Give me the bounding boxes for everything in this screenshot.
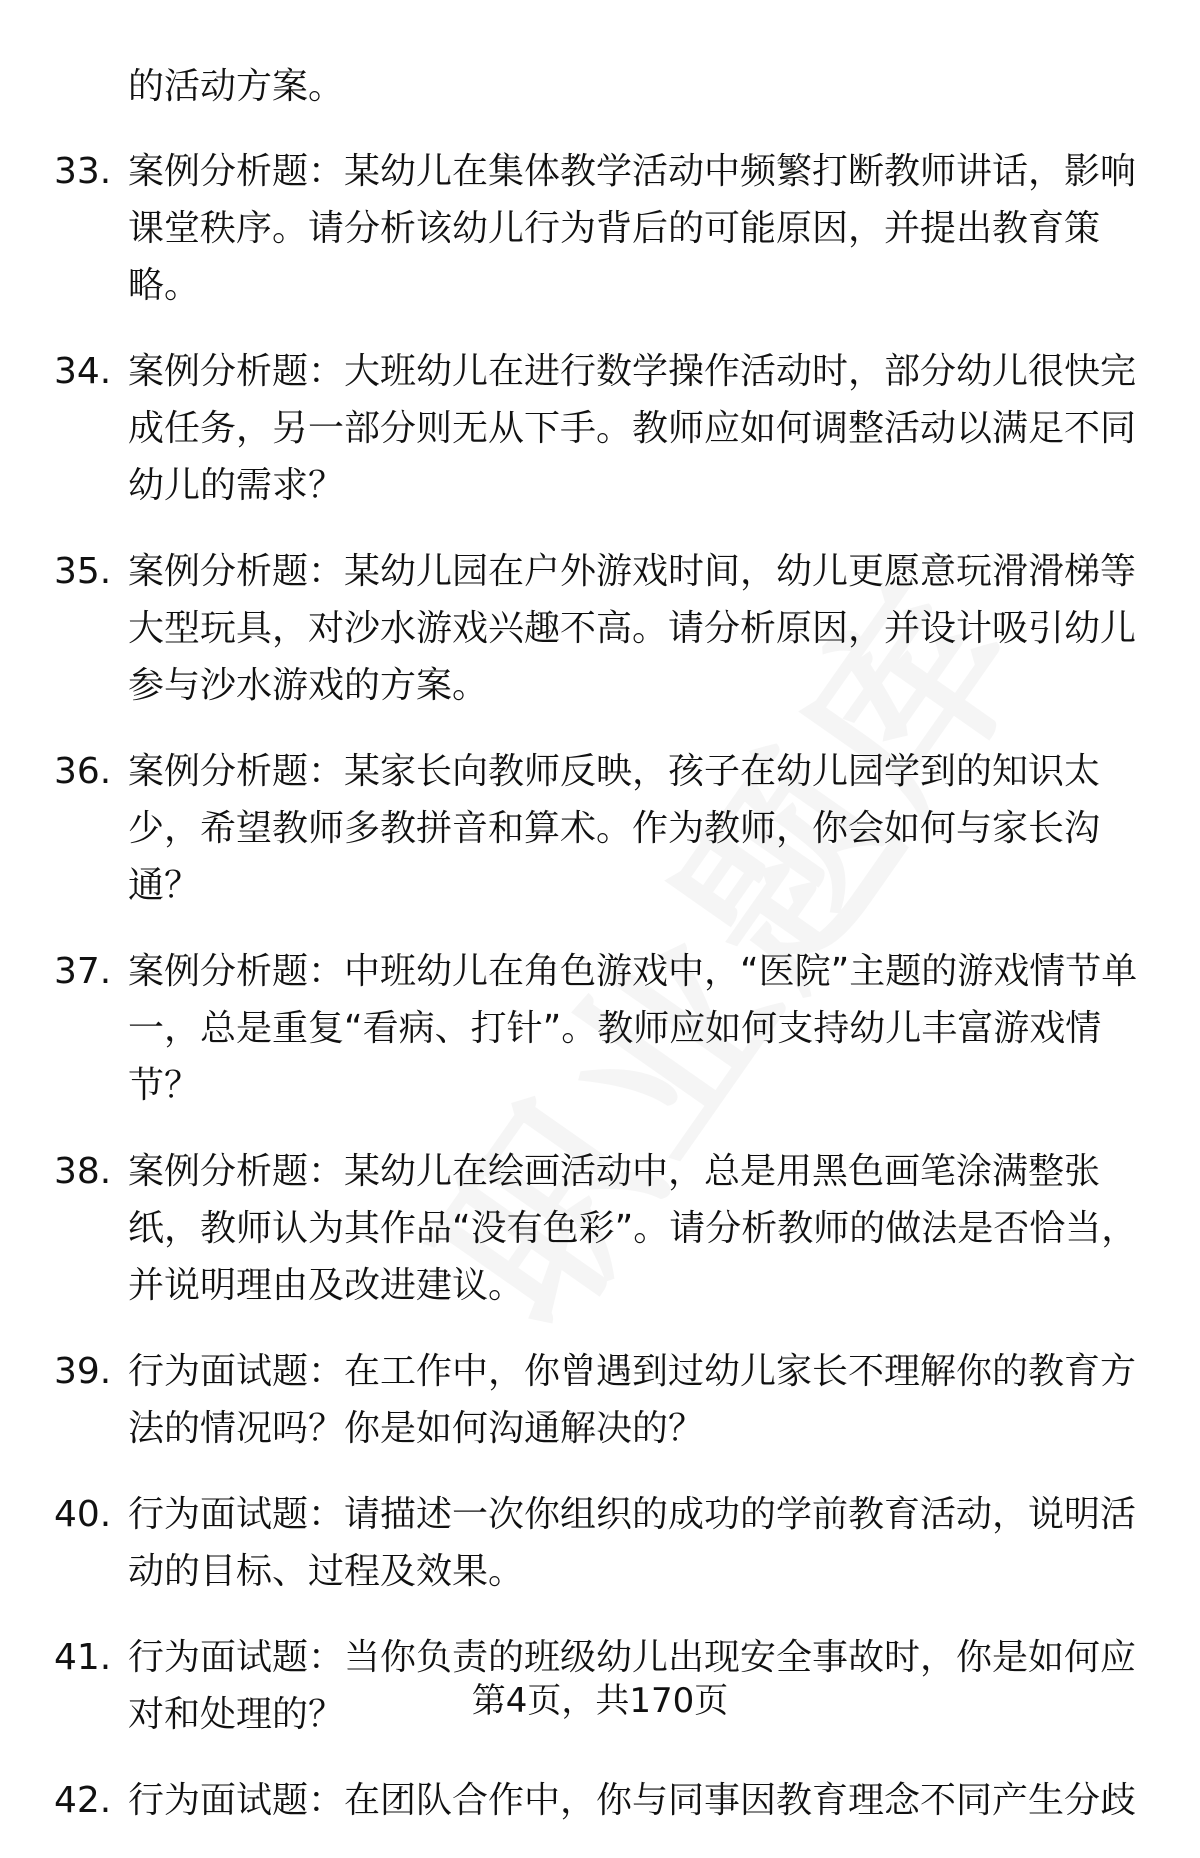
question-item bbox=[48, 1143, 1158, 1314]
question-text: 行为面试题：在团队合作中，你与同事因教育理念不同产生分歧 bbox=[128, 1780, 1137, 1821]
question-number: 41. bbox=[54, 1637, 112, 1678]
question-number: 37. bbox=[54, 951, 112, 992]
question-number: 36. bbox=[54, 751, 112, 792]
continuation-text: 的活动方案。 bbox=[128, 66, 345, 107]
question-number: 34. bbox=[54, 351, 112, 392]
question-text: 案例分析题：大班幼儿在进行数学操作活动时，部分幼儿很快完成任务，另一部分则无从下手。教师应如何调整活动以满足不同幼儿的需求？ bbox=[128, 351, 1137, 506]
question-item bbox=[48, 1486, 1158, 1600]
question-text: 案例分析题：某幼儿在绘画活动中，总是用黑色画笔涂满整张纸，教师认为其作品“没有色彩”。请分析教师的做法是否恰当，并说明理由及改进建议。 bbox=[128, 1151, 1138, 1306]
question-item bbox=[48, 143, 1158, 314]
question-number: 40. bbox=[54, 1494, 112, 1535]
question-number: 39. bbox=[54, 1351, 112, 1392]
question-list bbox=[48, 143, 1158, 1858]
question-item bbox=[48, 743, 1158, 914]
question-item bbox=[48, 543, 1158, 714]
question-item bbox=[48, 1772, 1158, 1829]
question-text: 案例分析题：某幼儿在集体教学活动中频繁打断教师讲话，影响课堂秩序。请分析该幼儿行为背后的可能原因，并提出教育策略。 bbox=[128, 151, 1137, 306]
question-item bbox=[48, 1343, 1158, 1457]
question-text: 行为面试题：当你负责的班级幼儿出现安全事故时，你是如何应对和处理的？ bbox=[128, 1637, 1137, 1735]
question-item bbox=[48, 343, 1158, 514]
question-item bbox=[48, 943, 1158, 1114]
question-number: 35. bbox=[54, 551, 112, 592]
question-text: 案例分析题：某幼儿园在户外游戏时间，幼儿更愿意玩滑滑梯等大型玩具，对沙水游戏兴趣不高。请分析原因，并设计吸引幼儿参与沙水游戏的方案。 bbox=[128, 551, 1137, 706]
question-text: 案例分析题：中班幼儿在角色游戏中，“医院”主题的游戏情节单一，总是重复“看病、打针”。教师应如何支持幼儿丰富游戏情节？ bbox=[128, 951, 1138, 1106]
question-number: 38. bbox=[54, 1151, 112, 1192]
page-footer: 第4页，共170页 bbox=[471, 1681, 729, 1721]
question-number: 42. bbox=[54, 1780, 112, 1821]
question-number: 33. bbox=[54, 151, 112, 192]
question-text: 案例分析题：某家长向教师反映，孩子在幼儿园学到的知识太少，希望教师多教拼音和算术。作为教师，你会如何与家长沟通？ bbox=[128, 751, 1101, 906]
question-text: 行为面试题：在工作中，你曾遇到过幼儿家长不理解你的教育方法的情况吗？你是如何沟通解决的？ bbox=[128, 1351, 1137, 1449]
question-text: 行为面试题：请描述一次你组织的成功的学前教育活动，说明活动的目标、过程及效果。 bbox=[128, 1494, 1137, 1592]
